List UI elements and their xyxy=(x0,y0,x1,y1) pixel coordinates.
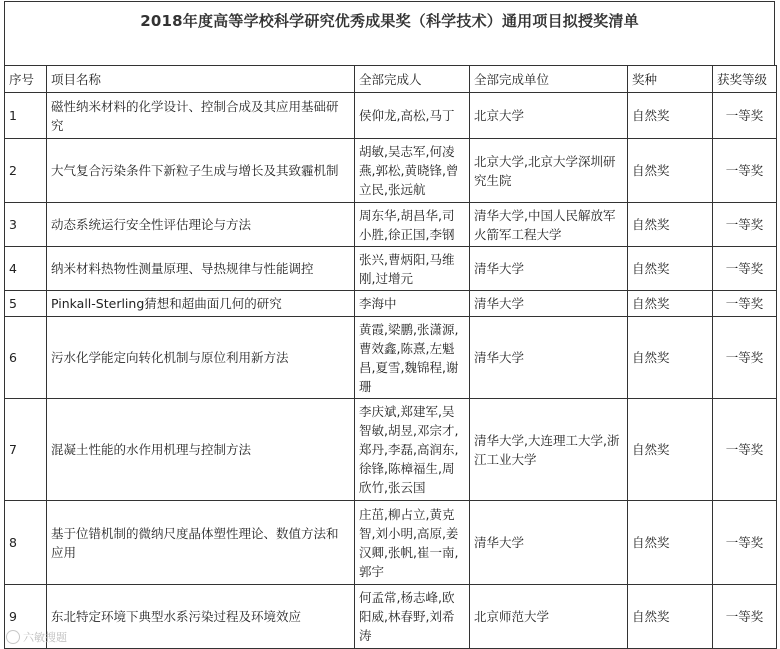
cell-rank: 一等奖 xyxy=(713,247,777,291)
cell-name: 基于位错机制的微纳尺度晶体塑性理论、数值方法和应用 xyxy=(47,501,355,585)
cell-type: 自然奖 xyxy=(628,139,713,203)
header-people: 全部完成人 xyxy=(355,66,470,93)
cell-people: 侯仰龙,高松,马丁 xyxy=(355,93,470,139)
header-no: 序号 xyxy=(5,66,47,93)
cell-no: 7 xyxy=(5,399,47,501)
cell-name: 混凝土性能的水作用机理与控制方法 xyxy=(47,399,355,501)
cell-rank: 一等奖 xyxy=(713,501,777,585)
cell-people: 庄茁,柳占立,黄克智,刘小明,高原,姜汉卿,张帆,崔一南,郭宇 xyxy=(355,501,470,585)
cell-units: 清华大学 xyxy=(470,317,628,399)
cell-units: 清华大学 xyxy=(470,501,628,585)
cell-people: 黄霞,梁鹏,张潇源,曹效鑫,陈熹,左魁昌,夏雪,魏锦程,谢珊 xyxy=(355,317,470,399)
cell-units: 清华大学 xyxy=(470,291,628,317)
cell-type: 自然奖 xyxy=(628,585,713,649)
cell-no: 9 xyxy=(5,585,47,649)
watermark-logo-icon xyxy=(6,630,20,644)
page-title: 2018年度高等学校科学研究优秀成果奖（科学技术）通用项目拟授奖清单 xyxy=(140,12,639,30)
table-row xyxy=(5,139,777,203)
cell-type: 自然奖 xyxy=(628,247,713,291)
cell-type: 自然奖 xyxy=(628,291,713,317)
cell-type: 自然奖 xyxy=(628,317,713,399)
cell-people: 张兴,曹炳阳,马维刚,过增元 xyxy=(355,247,470,291)
watermark xyxy=(6,629,67,645)
awards-table xyxy=(4,65,777,649)
cell-no: 5 xyxy=(5,291,47,317)
cell-people: 周东华,胡昌华,司小胜,徐正国,李钢 xyxy=(355,203,470,247)
cell-name: Pinkall-Sterling猜想和超曲面几何的研究 xyxy=(47,291,355,317)
header-type: 奖种 xyxy=(628,66,713,93)
cell-no: 4 xyxy=(5,247,47,291)
cell-rank: 一等奖 xyxy=(713,291,777,317)
cell-units: 清华大学 xyxy=(470,247,628,291)
cell-units: 北京大学 xyxy=(470,93,628,139)
cell-rank: 一等奖 xyxy=(713,139,777,203)
table-row xyxy=(5,247,777,291)
cell-rank: 一等奖 xyxy=(713,203,777,247)
cell-name: 污水化学能定向转化机制与原位利用新方法 xyxy=(47,317,355,399)
cell-no: 1 xyxy=(5,93,47,139)
cell-people: 胡敏,吴志军,何凌燕,郭松,黄晓锋,曾立民,张远航 xyxy=(355,139,470,203)
title-box xyxy=(4,1,775,66)
cell-units: 北京师范大学 xyxy=(470,585,628,649)
cell-name: 动态系统运行安全性评估理论与方法 xyxy=(47,203,355,247)
table-row xyxy=(5,585,777,649)
cell-people: 何孟常,杨志峰,欧阳威,林春野,刘希涛 xyxy=(355,585,470,649)
cell-type: 自然奖 xyxy=(628,501,713,585)
header-rank: 获奖等级 xyxy=(713,66,777,93)
cell-people: 李庆斌,郑建军,吴智敏,胡昱,邓宗才,郑丹,李磊,高润东,徐锋,陈樟福生,周欣竹,张云国 xyxy=(355,399,470,501)
cell-units: 北京大学,北京大学深圳研究生院 xyxy=(470,139,628,203)
cell-people: 李海中 xyxy=(355,291,470,317)
cell-no: 6 xyxy=(5,317,47,399)
table-row xyxy=(5,501,777,585)
cell-rank: 一等奖 xyxy=(713,317,777,399)
cell-units: 清华大学,大连理工大学,浙江工业大学 xyxy=(470,399,628,501)
table-row xyxy=(5,291,777,317)
cell-rank: 一等奖 xyxy=(713,585,777,649)
watermark-text: 六敏搜题 xyxy=(23,631,67,644)
cell-rank: 一等奖 xyxy=(713,93,777,139)
cell-rank: 一等奖 xyxy=(713,399,777,501)
cell-no: 3 xyxy=(5,203,47,247)
cell-name: 东北特定环境下典型水系污染过程及环境效应 xyxy=(47,585,355,649)
cell-type: 自然奖 xyxy=(628,203,713,247)
cell-name: 纳米材料热物性测量原理、导热规律与性能调控 xyxy=(47,247,355,291)
header-name: 项目名称 xyxy=(47,66,355,93)
table-row xyxy=(5,93,777,139)
header-row xyxy=(5,66,777,93)
cell-type: 自然奖 xyxy=(628,93,713,139)
cell-name: 大气复合污染条件下新粒子生成与增长及其致霾机制 xyxy=(47,139,355,203)
table-row xyxy=(5,317,777,399)
cell-type: 自然奖 xyxy=(628,399,713,501)
cell-units: 清华大学,中国人民解放军火箭军工程大学 xyxy=(470,203,628,247)
table-row xyxy=(5,399,777,501)
header-units: 全部完成单位 xyxy=(470,66,628,93)
cell-no: 8 xyxy=(5,501,47,585)
cell-name: 磁性纳米材料的化学设计、控制合成及其应用基础研究 xyxy=(47,93,355,139)
table-row xyxy=(5,203,777,247)
cell-no: 2 xyxy=(5,139,47,203)
